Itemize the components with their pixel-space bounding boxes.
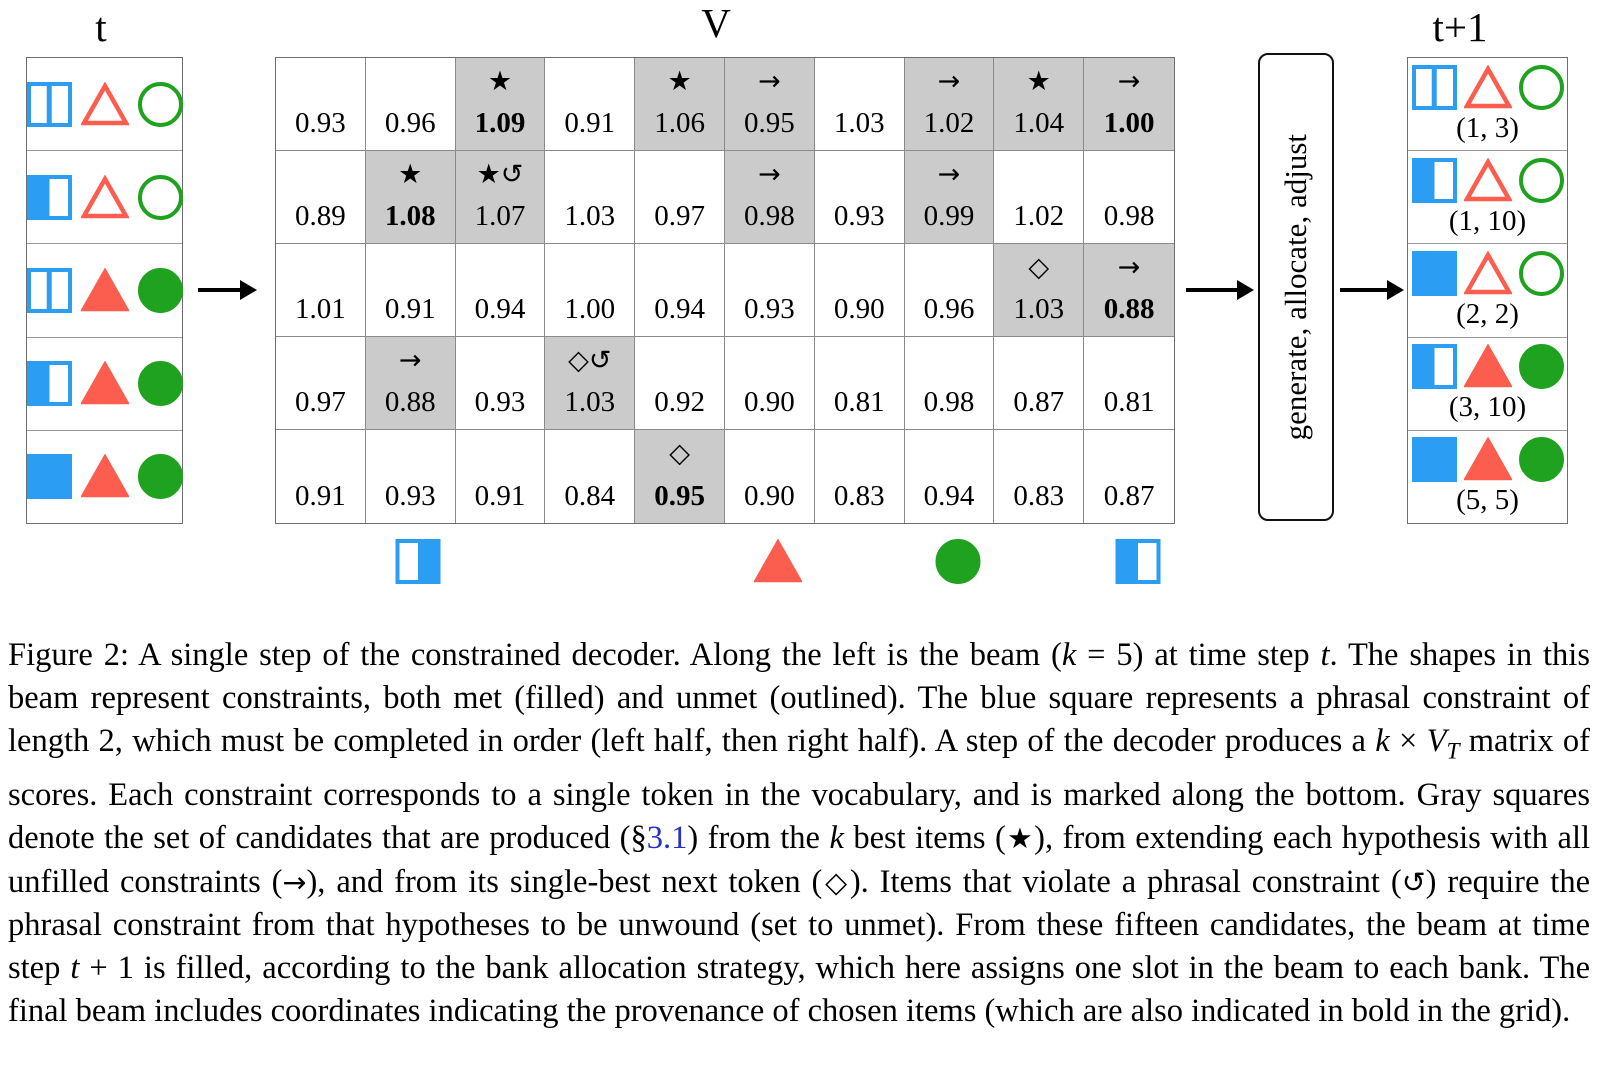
matrix-cell-r1c10	[1084, 58, 1174, 151]
matrix-cell-r3c9	[994, 244, 1084, 337]
cell-symbol: →	[758, 66, 781, 97]
score-matrix	[275, 57, 1175, 524]
cell-score: 0.98	[744, 200, 795, 232]
cell-score: 0.87	[1103, 480, 1155, 512]
figure-caption: Figure 2: A single step of the constrained decoder. Along the left is the beam (k = 5) at time step t. The shapes in this beam represent constraints, both met (filled) and unmet (outlined). The blue square represents a phrasal constraint of length 2, which must be completed in order (left half, then right half). A step of the decoder produces a $k \times V_T$ matrix of scores. Each constraint corresponds to a single token in the vocabulary, and is marked along the bottom. Gray squares denote the set of candidates that are produced (§3.1) from the k best items (★), from extending each hypothesis with all unfilled constraints (→), and from its single-best next token (◇). Items that violate a phrasal constraint (↺) require the phrasal constraint from that hypotheses to be unwound (set to unmet). From these fifteen candidates, the beam at time step t + 1 is filled, according to the bank allocation strategy, which here assigns one slot in the beam to each bank. The final beam includes coordinates indicating the provenance of chosen items (which are also indicated in bold in the grid).	[8, 637, 1591, 1030]
beam-item-shapes	[1412, 251, 1564, 296]
caption-symbol-glyph: →	[282, 864, 307, 899]
circle-filled-icon	[1519, 437, 1564, 482]
square-left-icon	[27, 361, 72, 406]
cell-symbol: ★	[487, 66, 513, 97]
matrix-cell-r4c3	[456, 337, 546, 430]
matrix-cell-r3c7	[815, 244, 905, 337]
matrix-cell-r2c6	[725, 151, 815, 244]
matrix-cell-r5c9	[994, 430, 1084, 523]
beam-t-plus-1-item-5	[1408, 431, 1567, 523]
matrix-cell-r2c10	[1084, 151, 1174, 244]
square-outline-icon	[27, 268, 72, 313]
cell-score: 0.84	[564, 480, 616, 512]
triangle-filled-icon	[81, 361, 129, 406]
cell-score: 0.91	[295, 480, 346, 512]
cell-score: 0.91	[474, 480, 526, 512]
caption-math-var: $V_T$	[1426, 723, 1460, 765]
square-full-icon	[27, 454, 72, 499]
caption-math-var: t	[70, 949, 80, 986]
matrix-cell-r2c9	[994, 151, 1084, 244]
matrix-cell-r3c1	[276, 244, 366, 337]
cell-score: 0.90	[744, 480, 795, 512]
triangle-outline-icon	[81, 82, 129, 127]
matrix-cell-r4c6	[725, 337, 815, 430]
circle-filled-icon	[1519, 344, 1564, 389]
matrix-cell-r1c5	[635, 58, 725, 151]
matrix-cell-r5c10	[1084, 430, 1174, 523]
caption-math-var: k	[1061, 637, 1077, 673]
cell-symbol: ★	[1026, 66, 1051, 97]
caption-symbol-glyph: ◇	[822, 864, 850, 899]
matrix-cell-r3c8	[905, 244, 995, 337]
matrix-cell-r4c9	[994, 337, 1084, 430]
square-full-icon	[1412, 251, 1457, 296]
cell-symbol: →	[937, 66, 961, 97]
constraint-token-col-10	[1116, 539, 1161, 584]
cell-score: 0.94	[654, 293, 705, 325]
caption-math-var: k	[1375, 723, 1390, 760]
matrix-cell-r3c10	[1084, 244, 1174, 337]
cell-score: 1.02	[923, 107, 975, 139]
cell-score: 0.97	[295, 386, 346, 418]
cell-score: 0.93	[833, 200, 885, 232]
cell-score: 0.92	[654, 386, 705, 418]
cell-score: 0.97	[654, 200, 705, 232]
matrix-cell-r1c2	[366, 58, 456, 151]
caption-math-var: t	[1320, 637, 1330, 673]
matrix-cell-r5c7	[815, 430, 905, 523]
matrix-cell-r1c7	[815, 58, 905, 151]
beam-t-plus-1-item-4	[1408, 338, 1567, 431]
generate-allocate-adjust-label: generate, allocate, adjust	[1278, 133, 1313, 441]
cell-score: 0.95	[744, 107, 795, 139]
matrix-cell-r5c6	[725, 430, 815, 523]
matrix-cell-r5c5	[635, 430, 725, 523]
generate-allocate-adjust-box	[1258, 53, 1334, 521]
matrix-cell-r2c4	[545, 151, 635, 244]
cell-score: 1.09	[474, 107, 526, 139]
circle-filled-icon	[138, 361, 183, 406]
circle-outline-icon	[138, 175, 183, 220]
beam-t-table	[26, 57, 183, 524]
cell-score: 1.00	[1103, 107, 1155, 139]
beam-item-shapes	[1412, 65, 1564, 110]
cell-score: 0.96	[384, 107, 436, 139]
beam-item-shapes	[1412, 437, 1564, 482]
square-full-icon	[1412, 437, 1457, 482]
caption-symbol-glyph: ↺	[1401, 864, 1426, 899]
cell-symbol: →	[1117, 66, 1141, 97]
matrix-cell-r1c4	[545, 58, 635, 151]
matrix-cell-r4c2	[366, 337, 456, 430]
cell-symbol: →	[758, 159, 781, 190]
triangle-filled-icon	[81, 454, 129, 499]
matrix-cell-r5c3	[456, 430, 546, 523]
beam-t-label: t	[95, 4, 107, 50]
matrix-cell-r3c2	[366, 244, 456, 337]
matrix-cell-r2c2	[366, 151, 456, 244]
cell-score: 0.96	[923, 293, 975, 325]
circle-outline-icon	[138, 82, 183, 127]
cell-score: 1.01	[295, 293, 346, 325]
beam-t-plus-1-label: t+1	[1432, 4, 1488, 50]
constraint-token-col-8	[936, 539, 981, 584]
matrix-cell-r4c8	[905, 337, 995, 430]
cell-score: 0.93	[744, 293, 795, 325]
triangle-outline-icon	[1464, 158, 1512, 203]
circle-filled-icon	[138, 268, 183, 313]
arrow-matrix-to-box	[1186, 288, 1238, 292]
cell-score: 1.02	[1013, 200, 1065, 232]
matrix-cell-r4c4	[545, 337, 635, 430]
arrow-beam-to-matrix	[198, 288, 241, 292]
matrix-cell-r2c8	[905, 151, 995, 244]
cell-score: 0.89	[295, 200, 346, 232]
matrix-cell-r2c3	[456, 151, 546, 244]
constraint-token-col-6	[754, 539, 802, 589]
cell-score: 0.91	[564, 107, 616, 139]
matrix-cell-r1c6	[725, 58, 815, 151]
square-right-half-icon	[396, 539, 441, 584]
matrix-cell-r2c1	[276, 151, 366, 244]
triangle-filled-icon	[1464, 437, 1512, 482]
circle-filled-icon	[138, 454, 183, 499]
square-left-icon	[1412, 158, 1457, 203]
matrix-cell-r1c9	[994, 58, 1084, 151]
cell-score: 0.93	[474, 386, 526, 418]
matrix-cell-r1c1	[276, 58, 366, 151]
beam-t-plus-1-item-2	[1408, 151, 1567, 244]
circle-outline-icon	[1519, 251, 1564, 296]
cell-score: 0.90	[744, 386, 795, 418]
beam-t-plus-1-item-1	[1408, 58, 1567, 151]
beam-t-item-2	[27, 151, 182, 244]
beam-t-item-1	[27, 58, 182, 151]
cell-symbol: ◇↺	[568, 345, 612, 376]
matrix-cell-r5c4	[545, 430, 635, 523]
cell-score: 1.03	[564, 200, 616, 232]
beam-item-shapes	[1412, 158, 1564, 203]
cell-score: 0.83	[833, 480, 885, 512]
cell-symbol: ◇	[669, 438, 690, 469]
cell-score: 0.87	[1013, 386, 1065, 418]
circle-outline-icon	[1519, 65, 1564, 110]
triangle-outline-icon	[81, 175, 129, 220]
beam-item-shapes	[1412, 344, 1564, 389]
constraint-token-col-2	[396, 539, 441, 584]
provenance-coordinate: (1, 10)	[1448, 204, 1527, 237]
cell-score: 1.03	[1013, 293, 1065, 325]
cell-score: 0.94	[474, 293, 526, 325]
triangle-filled-icon	[1464, 344, 1512, 389]
caption-symbol-glyph: ★	[1005, 821, 1035, 856]
beam-t-item-5	[27, 431, 182, 523]
triangle-filled-icon	[81, 268, 129, 313]
cell-symbol: ★	[398, 159, 423, 190]
square-outline-icon	[1412, 65, 1457, 110]
matrix-cell-r5c8	[905, 430, 995, 523]
matrix-cell-r3c4	[545, 244, 635, 337]
triangle-outline-icon	[1464, 65, 1512, 110]
provenance-coordinate: (1, 3)	[1456, 111, 1519, 144]
provenance-coordinate: (5, 5)	[1456, 484, 1519, 517]
matrix-cell-r1c3	[456, 58, 546, 151]
beam-t-plus-1-table	[1407, 57, 1568, 524]
beam-t-item-3	[27, 244, 182, 337]
cell-symbol: →	[937, 159, 961, 190]
cell-score: 1.03	[833, 107, 885, 139]
caption-math-subscript: T	[1446, 738, 1460, 765]
matrix-cell-r3c6	[725, 244, 815, 337]
cell-score: 1.04	[1013, 107, 1065, 139]
matrix-cell-r4c10	[1084, 337, 1174, 430]
cell-score: 0.88	[1103, 293, 1155, 325]
circle-filled-icon	[936, 539, 981, 584]
beam-t-plus-1-item-3	[1408, 244, 1567, 337]
matrix-cell-r2c5	[635, 151, 725, 244]
arrow-box-to-beam	[1340, 288, 1388, 292]
square-left-icon	[27, 175, 72, 220]
cell-score: 0.88	[384, 386, 436, 418]
cell-score: 0.99	[923, 200, 975, 232]
cell-score: 0.93	[384, 480, 436, 512]
matrix-cell-r3c3	[456, 244, 546, 337]
vocabulary-label: V	[701, 0, 731, 46]
cell-score: 0.83	[1013, 480, 1065, 512]
matrix-cell-r3c5	[635, 244, 725, 337]
triangle-outline-icon	[1464, 251, 1512, 296]
cell-score: 0.81	[1103, 386, 1155, 418]
cell-score: 1.08	[384, 200, 436, 232]
matrix-cell-r1c8	[905, 58, 995, 151]
cell-score: 1.07	[474, 200, 526, 232]
cell-score: 0.94	[923, 480, 975, 512]
cell-score: 0.95	[654, 480, 705, 512]
cell-score: 1.06	[654, 107, 705, 139]
matrix-cell-r2c7	[815, 151, 905, 244]
cell-symbol: ★	[667, 66, 692, 97]
cell-symbol: ◇	[1028, 252, 1050, 283]
beam-t-item-4	[27, 338, 182, 431]
square-left-half-icon	[1116, 539, 1161, 584]
matrix-cell-r5c1	[276, 430, 366, 523]
cell-score: 0.98	[923, 386, 975, 418]
cell-symbol: ★↺	[476, 159, 524, 190]
square-outline-icon	[27, 82, 72, 127]
provenance-coordinate: (2, 2)	[1456, 298, 1519, 330]
cell-score: 0.93	[295, 107, 346, 139]
triangle-filled-icon	[754, 539, 802, 584]
matrix-cell-r4c7	[815, 337, 905, 430]
matrix-cell-r4c1	[276, 337, 366, 430]
cell-score: 1.00	[564, 293, 616, 325]
cell-score: 0.98	[1103, 200, 1155, 232]
square-left-icon	[1412, 344, 1457, 389]
matrix-cell-r4c5	[635, 337, 725, 430]
circle-outline-icon	[1519, 158, 1564, 203]
cell-symbol: →	[398, 345, 422, 376]
provenance-coordinate: (3, 10)	[1448, 391, 1527, 424]
matrix-cell-r5c2	[366, 430, 456, 523]
cell-score: 0.81	[833, 386, 885, 418]
cell-score: 0.91	[384, 293, 436, 325]
cell-symbol: →	[1117, 252, 1141, 283]
caption-section-link[interactable]: 3.1	[646, 820, 688, 857]
cell-score: 1.03	[564, 386, 616, 418]
cell-score: 0.90	[833, 293, 885, 325]
caption-math-var: k	[829, 820, 844, 857]
